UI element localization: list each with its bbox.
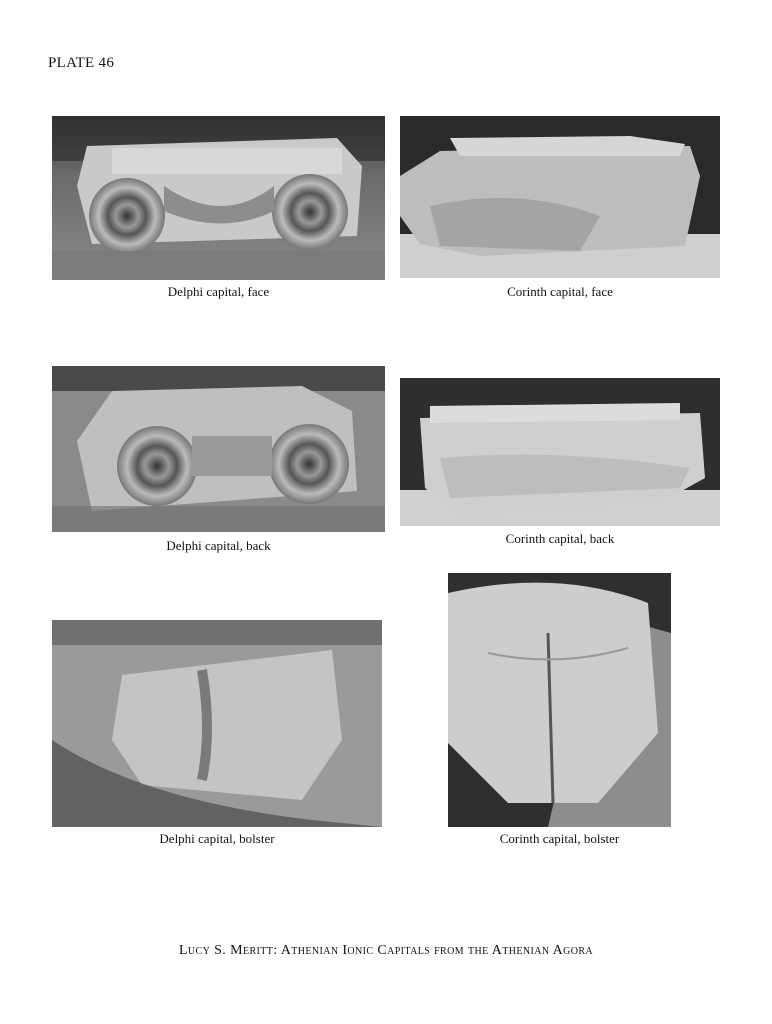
plate-number: PLATE 46 <box>48 55 115 71</box>
corinth-face-photo <box>400 116 720 278</box>
delphi-bolster-photo <box>52 620 382 827</box>
caption-corinth-back: Corinth capital, back <box>505 531 615 546</box>
delphi-back-photo <box>52 366 385 532</box>
caption-corinth-face: Corinth capital, face <box>507 284 613 299</box>
plate-footer-citation: Lucy S. Meritt: Athenian Ionic Capitals from the Athenian Agora <box>178 943 594 958</box>
caption-delphi-back: Delphi capital, back <box>166 538 271 553</box>
caption-corinth-bolster: Corinth capital, bolster <box>499 831 620 846</box>
delphi-face-photo <box>52 116 385 280</box>
caption-delphi-face: Delphi capital, face <box>167 284 270 299</box>
caption-delphi-bolster: Delphi capital, bolster <box>159 831 275 846</box>
corinth-back-photo <box>400 378 720 526</box>
corinth-bolster-photo <box>448 573 671 827</box>
